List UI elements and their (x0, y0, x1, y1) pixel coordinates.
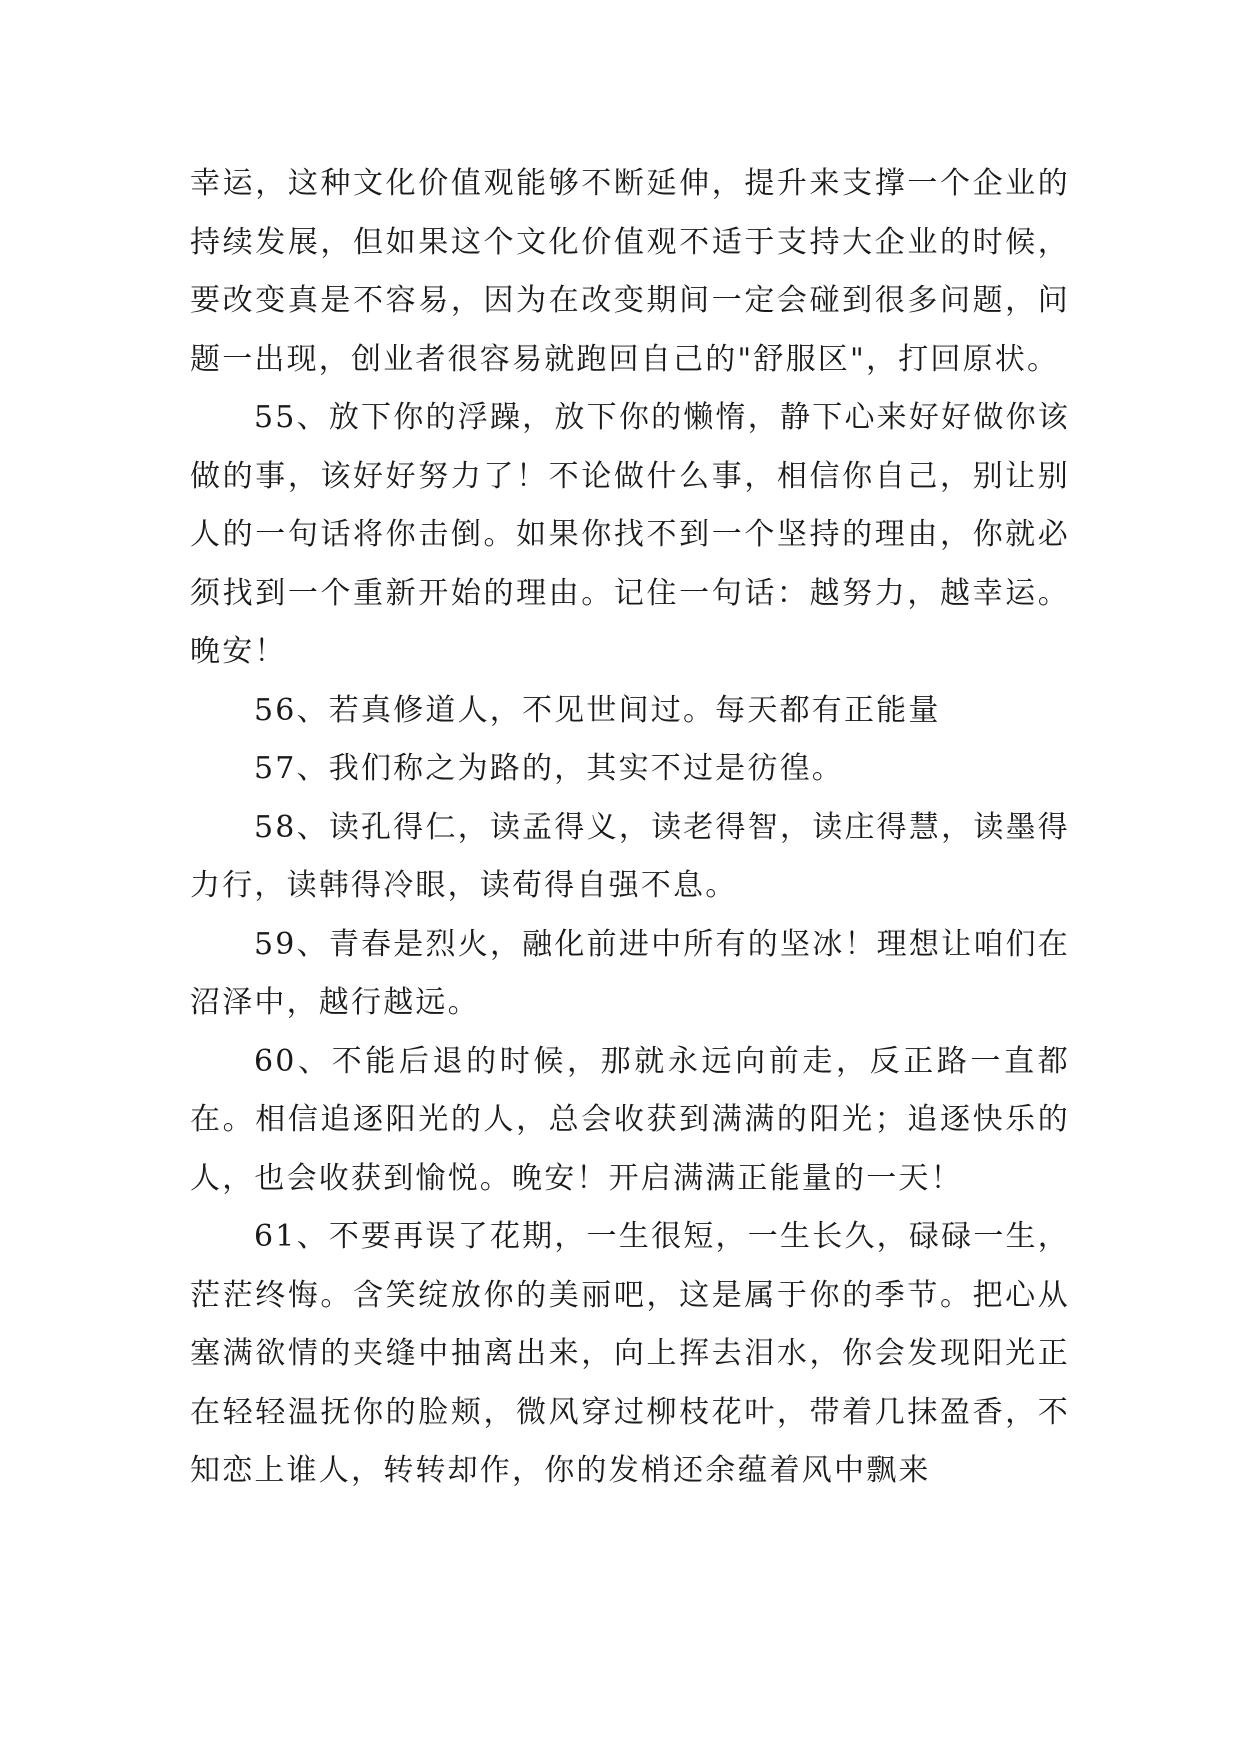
paragraph-59: 59、青春是烈火，融化前进中所有的坚冰！理想让咱们在沼泽中，越行越远。 (190, 926, 1070, 1020)
paragraph-56: 56、若真修道人，不见世间过。每天都有正能量 (254, 692, 941, 728)
paragraph-57: 57、我们称之为路的，其实不过是彷徨。 (254, 751, 844, 786)
paragraph-55: 55、放下你的浮躁，放下你的懒惰，静下心来好好做你该做的事，该好好努力了！不论做什么事，相信你自己，别让别人的一句话将你击倒。如果你找不到一个坚持的理由，你就必须找到一个重新开始的理由。记住一句话：越努力，越幸运。晚安！ (190, 400, 1070, 669)
paragraph-60: 60、不能后退的时候，那就永远向前走，反正路一直都在。相信追逐阳光的人，总会收获到满满的阳光；追逐快乐的人，也会收获到愉悦。晚安！开启满满正能量的一天！ (190, 1043, 1070, 1196)
document-body (190, 155, 1070, 1501)
paragraph-61: 61、不要再误了花期，一生很短，一生长久，碌碌一生，茫茫终悔。含笑绽放你的美丽吧，这是属于你的季节。把心从塞满欲情的夹缝中抽离出来，向上挥去泪水，你会发现阳光正在轻轻温抚你的脸颊，微风穿过柳枝花叶，带着几抹盈香，不知恋上谁人，转转却作，你的发梢还余蕴着风中飘来 (190, 1219, 1070, 1488)
paragraph-58: 58、读孔得仁，读孟得义，读老得智，读庄得慧，读墨得力行，读韩得冷眼，读荀得自强不息。 (190, 809, 1070, 903)
paragraph-continued: 幸运，这种文化价值观能够不断延伸，提升来支撑一个企业的持续发展，但如果这个文化价值观不适于支持大企业的时候，要改变真是不容易，因为在改变期间一定会碰到很多问题，问题一出现，创业者很容易就跑回自己的"舒服区"，打回原状。 (190, 166, 1070, 377)
